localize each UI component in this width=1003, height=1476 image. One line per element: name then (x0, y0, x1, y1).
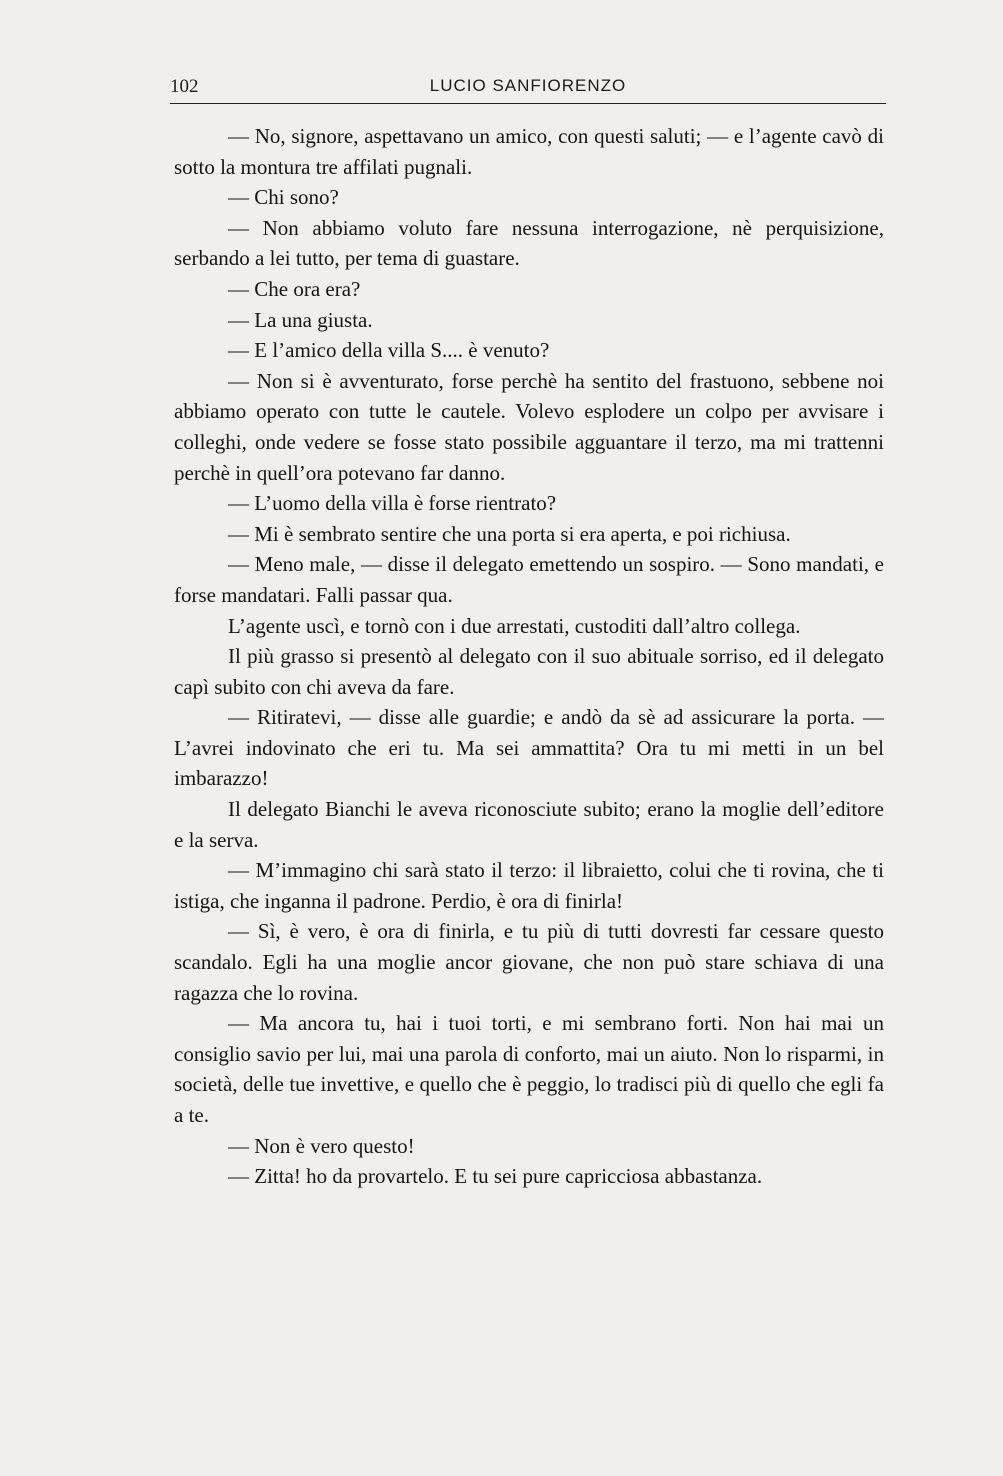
paragraph: — No, signore, aspettavano un amico, con questi saluti; — e l’agente cavò di sotto la montura tre affilati pugnali. (174, 124, 884, 179)
paragraph: — Meno male, — disse il delegato emettendo un sospiro. — Sono mandati, e forse mandatari. Falli passar qua. (174, 552, 884, 607)
paragraph: — La una giusta. (228, 307, 373, 332)
paragraph: — Che ora era? (228, 276, 361, 301)
paragraph: — Zitta! ho da provartelo. E tu sei pure capricciosa abbastanza. (228, 1164, 763, 1189)
paragraph: — Ma ancora tu, hai i tuoi torti, e mi sembrano forti. Non hai mai un consiglio savio per lui, mai una parola di conforto, mai un aiuto. Non lo risparmi, in società, delle tue invettive, e quello che è peggio, lo tradisci più di quello che egli fa a te. (174, 1011, 884, 1127)
paragraph: L’agente uscì, e tornò con i due arrestati, custoditi dall’altro collega. (228, 613, 801, 638)
paragraph: — Chi sono? (228, 185, 339, 210)
paragraph: — Non abbiamo voluto fare nessuna interrogazione, nè perquisizione, serbando a lei tutto, per tema di guastare. (174, 215, 884, 271)
running-title: LUCIO SANFIORENZO (429, 76, 627, 95)
header-rule (170, 103, 886, 104)
page-header (170, 72, 886, 106)
paragraph: Il delegato Bianchi le aveva riconosciute subito; erano la moglie dell’editore e la serva. (174, 797, 884, 852)
paragraph: — Sì, è vero, è ora di finirla, e tu più di tutti dovresti far cessare questo scandalo. Egli ha una moglie ancor giovane, che non può stare schiava di una ragazza che lo rovina. (174, 919, 884, 1005)
paragraph: — Mi è sembrato sentire che una porta si era aperta, e poi richiusa. (228, 521, 791, 546)
body-text (174, 121, 884, 1192)
paragraph: — E l’amico della villa S.... è venuto? (228, 338, 550, 363)
paragraph: — Non si è avventurato, forse perchè ha sentito del frastuono, sebbene noi abbiamo operato con tutte le cautele. Volevo esplodere un colpo per avvisare i colleghi, onde vedere se fosse stato possibile agguantare il terzo, ma mi trattenni perchè in quell’ora potevano far danno. (174, 368, 884, 485)
page-number: 102 (170, 76, 199, 97)
paragraph: — Non è vero questo! (228, 1133, 415, 1158)
paragraph: — L’uomo della villa è forse rientrato? (228, 491, 557, 516)
paragraph: Il più grasso si presentò al delegato con il suo abituale sorriso, ed il delegato capì subito con chi aveva da fare. (174, 644, 884, 699)
paragraph: — Ritiratevi, — disse alle guardie; e andò da sè ad assicurare la porta. — L’avrei indovinato che eri tu. Ma sei ammattita? Ora tu mi metti in un bel imbarazzo! (174, 705, 884, 791)
paragraph: — M’immagino chi sarà stato il terzo: il libraietto, colui che ti rovina, che ti istiga, che inganna il padrone. Perdio, è ora di finirla! (174, 858, 884, 913)
